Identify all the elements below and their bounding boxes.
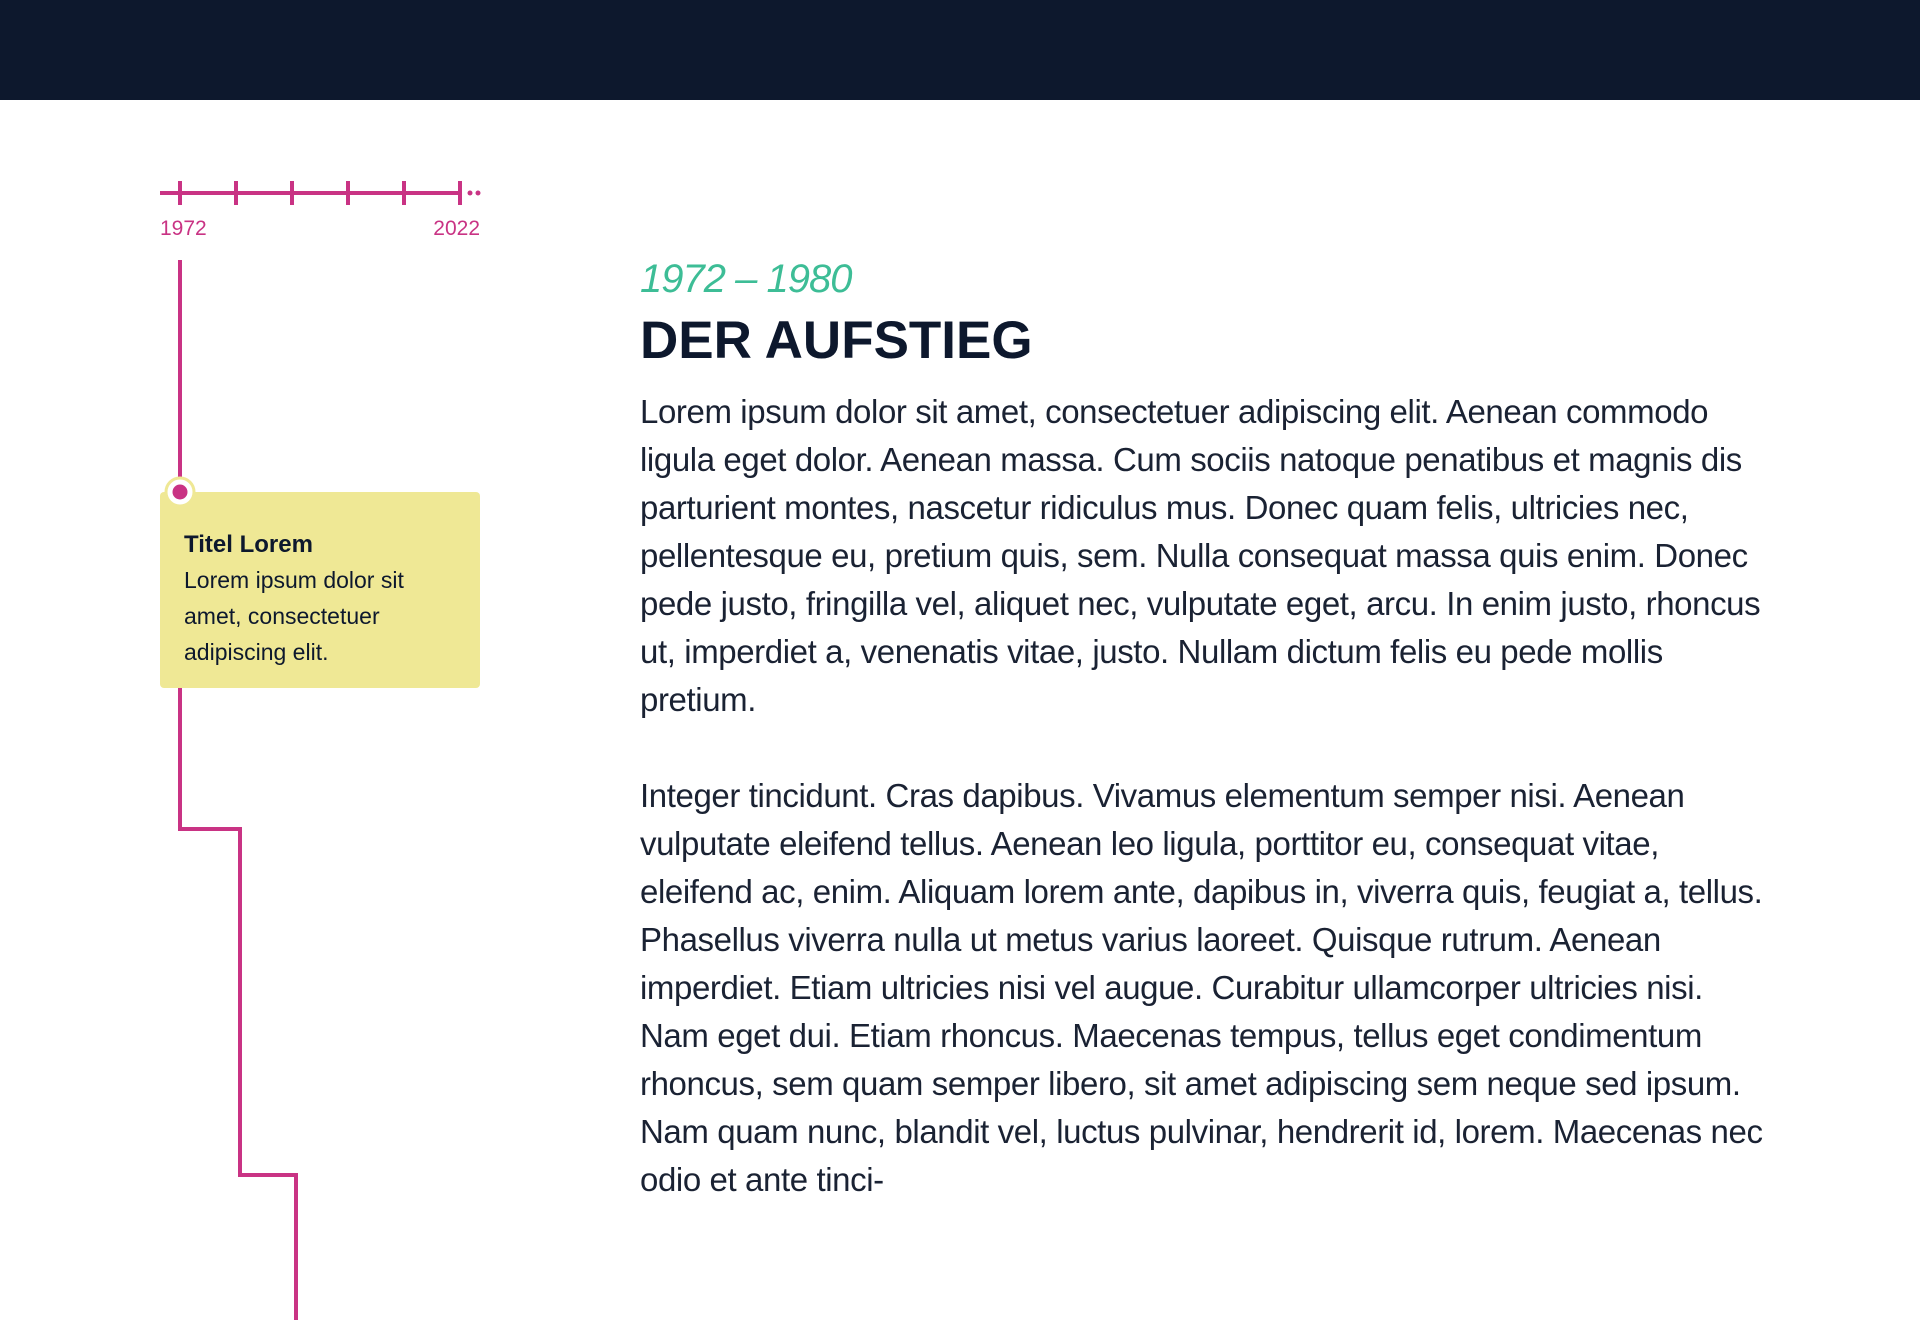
article-period: 1972 – 1980: [640, 257, 852, 301]
article-paragraph: Integer tincidunt. Cras dapibus. Vivamus elementum semper nisi. Aenean vulputate eleifend tellus. Aenean leo ligula, porttitor eu, consequat vitae, eleifend ac, enim. Aliquam lorem ante, dapibus in, viverra quis, feugiat a, tellus. Phasellus viverra nulla ut metus varius laoreet. Quisque rutrum. Aenean imperdiet. Etiam ultricies nisi vel augue. Curabitur ullamcorper ultricies nisi. Nam eget dui. Etiam rhoncus. Maecenas tempus, tellus eget condimentum rhoncus, sem quam semper libero, sit amet adipiscing sem neque sed ipsum. Nam quam nunc, blandit vel, luctus pulvinar, hendrerit id, lorem. Maecenas nec odio et ante tinci-: [640, 777, 1763, 1198]
timeline-continuation-dot: [468, 191, 473, 196]
event-card: [160, 492, 480, 688]
timeline-line-lower: [180, 688, 296, 1320]
event-marker: [164, 476, 196, 508]
article-title: DER AUFSTIEG: [640, 311, 1033, 370]
article: [640, 250, 1770, 1252]
timeline-end-year: 2022: [433, 217, 480, 240]
event-title: Titel Lorem: [184, 531, 313, 558]
timeline-continuation-dot: [476, 191, 481, 196]
event-marker-dot: [173, 485, 188, 500]
event-text: Lorem ipsum dolor sit amet, consectetuer adipiscing elit.: [184, 567, 404, 665]
timeline-start-year: 1972: [160, 217, 207, 240]
article-paragraph: Lorem ipsum dolor sit amet, consectetuer adipiscing elit. Aenean commodo ligula eget dolor. Aenean massa. Cum sociis natoque penatibus et magnis dis parturient montes, nascetur ridiculus mus. Donec quam felis, ultricies nec, pellentesque eu, pretium quis, sem. Nulla consequat massa quis enim. Donec pede justo, fringilla vel, aliquet nec, vulputate eget, arcu. In enim justo, rhoncus ut, imperdiet a, venenatis vitae, justo. Nullam dictum felis eu pede mollis pretium.: [640, 393, 1761, 718]
